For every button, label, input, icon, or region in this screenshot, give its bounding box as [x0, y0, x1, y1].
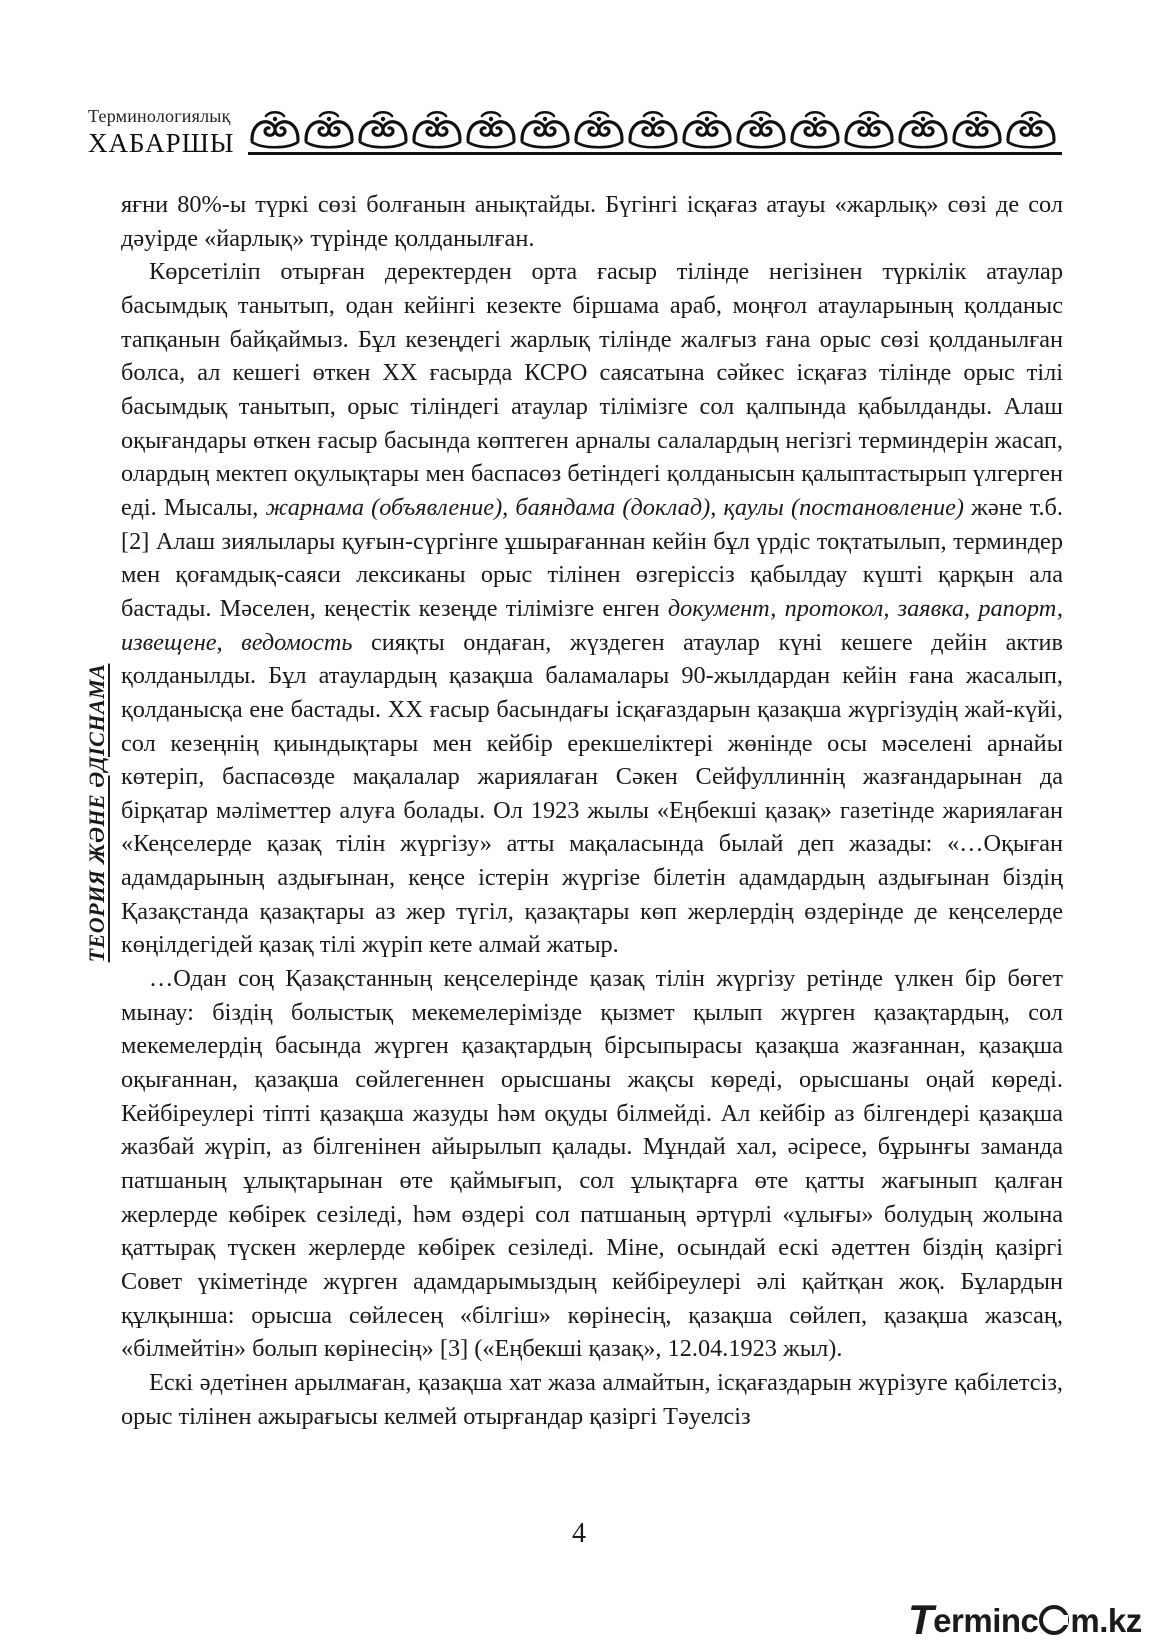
watermark-letter: T: [908, 1596, 934, 1643]
header-rule: [248, 152, 1062, 155]
italic-terms: документ, протокол, заявка, рапорт, извещене, ведомость: [121, 594, 1063, 656]
watermark-text: m.kz: [1070, 1602, 1142, 1639]
watermark-logo: [908, 1594, 1142, 1642]
section-side-label: ТЕОРИЯ ЖӘНЕ ӘДІСНАМА: [84, 663, 109, 963]
paragraph: …Одан соң Қазақстанның кеңселерінде қазақ тілін жүргізу ретінде үлкен бір бөгет мынау: біздің болыстық мекемелерімізде қызмет қылып жүрген қазақтардың, сол мекемелердің басында жүрген қазақтардың бірсыпырасы қазақша жазғаннан, қазақша оқығаннан, қазақша сөйлегеннен орысшаны жақсы көреді, орысшаны оңай көреді. Кейбіреулері тіпті қазақша жазуды һәм оқуды білмейді. Ал кейбір аз білгендері қазақша жазбай жүріп, аз білгенінен айырылып қалады. Мұндай хал, әсіресе, бұрынғы заманда патшаның ұлықтарынан өте қаймығып, сол ұлықтарға өте қатты жағынып қалған жерлерде көбірек сезіледі, һәм өздері сол патшаның әртүрлі «ұлығы» болудың жолына қаттырақ түскен жерлерде көбірек сезіледі. Міне, осындай ескі әдеттен біздің қазіргі Совет үкіметінде жүрген адамдарымыздың кейбіреулері әлі қайтқан жоқ. Бұлардын құлқынша: орысша сөйлесең «білгіш» көрінесің, қазақша сөйлеп, қазақша жазсаң, «білмейтін» болып көрінесің» [3] («Еңбекші қазақ», 12.04.1923 жыл).: [121, 965, 1063, 1363]
journal-name-small: Терминологиялық: [88, 106, 231, 126]
journal-name-big: ХАБАРШЫ: [88, 128, 235, 158]
paragraph: Ескі әдетінен арылмаған, қазақша хат жаза алмайтын, ісқағаздарын жүрізуге қабілетсіз, орыс тілінен ажырағысы келмей отырғандар қазіргі Тәуелсіз: [121, 1368, 1063, 1430]
article-body: [121, 188, 1063, 1433]
paragraph: яғни 80%-ы түркі сөзі болғанын анықтайды. Бүгінгі ісқағаз атауы «жарлық» сөзі де сол дәуірде «йарлық» түрінде қолданылған.: [121, 191, 1063, 252]
italic-terms: жарнама (объявление), баяндама (доклад), қаулы (постановление): [265, 493, 964, 521]
text-run: Көрсетіліп отырған деректерден орта ғасыр тілінде негізінен түркілік атаулар басымдық танытып, одан кейінгі кезекте біршама араб, моңғол атауларының қолданыс тапқанын байқаймыз. Бұл кезеңдегі жарлық тілінде жалғыз ғана орыс сөзі қолданылған болса, ал кешегі өткен ХХ ғасырда КСРО саясатына сәйкес ісқағаз тілінде орыс тілі басымдық танытып, орыс тіліндегі атаулар тілімізге сол қалпында қабылданды. Алаш оқығандары өткен ғасыр басында көптеген арналы салалардың негізгі терминдерін жасап, олардың мектеп оқулықтары мен баспасөз бетіндегі қолданысын қалыптастырып үлгерген еді. Мысалы,: [121, 258, 1063, 521]
page-header: [88, 100, 1062, 160]
text-run: және т.б.[2] Алаш зиялылары қуғын-сүргінге ұшырағаннан кейін бұл үрдіс тоқтатылып, терминдер мен қоғамдық-саяси лексиканы орыс тілінен өзгеріссіз қабылдау күшті қарқын ала бастады. Мәселен, кеңестік кезеңде тілімізге енген: [121, 493, 1063, 622]
watermark-text: erminc: [933, 1602, 1039, 1639]
page-number: 4: [572, 1518, 586, 1549]
watermark-o-icon: [1039, 1605, 1069, 1635]
ornament-border-icon: [248, 110, 1062, 152]
text-run: сияқты ондаған, жүздеген атаулар күні кешеге дейін актив қолданылды. Бұл атаулардың қазақша баламалары 90-жылдардан кейін ғана жасалып, қолданысқа ене бастады. ХХ ғасыр басындағы ісқағаздарын қазақша жүргізудің жай-күйі, сол кезеңнің қиындықтары мен кейбір ерекшеліктері жөнінде осы мәселені арнайы көтеріп, баспасөзде мақалалар жариялаған Сәкен Сейфуллиннің жазғандарынан да бірқатар мәліметтер алуға болады. Ол 1923 жылы «Еңбекші қазақ» газетінде жариялаған «Кеңселерде қазақ тілін жүргізу» атты мақаласында былай деп жазады: «…Оқыған адамдарының аздығынан, кеңсе істерін жүргізе білетін адамдардың аздығынан біздің Қазақстанда қазақтары аз жер түгіл, қазақтары көп жерлердің өздерінде де кеңселерде көңілдегідей қазақ тілі жүріп кете алмай жатыр.: [121, 628, 1063, 959]
paragraph: [121, 255, 1063, 962]
